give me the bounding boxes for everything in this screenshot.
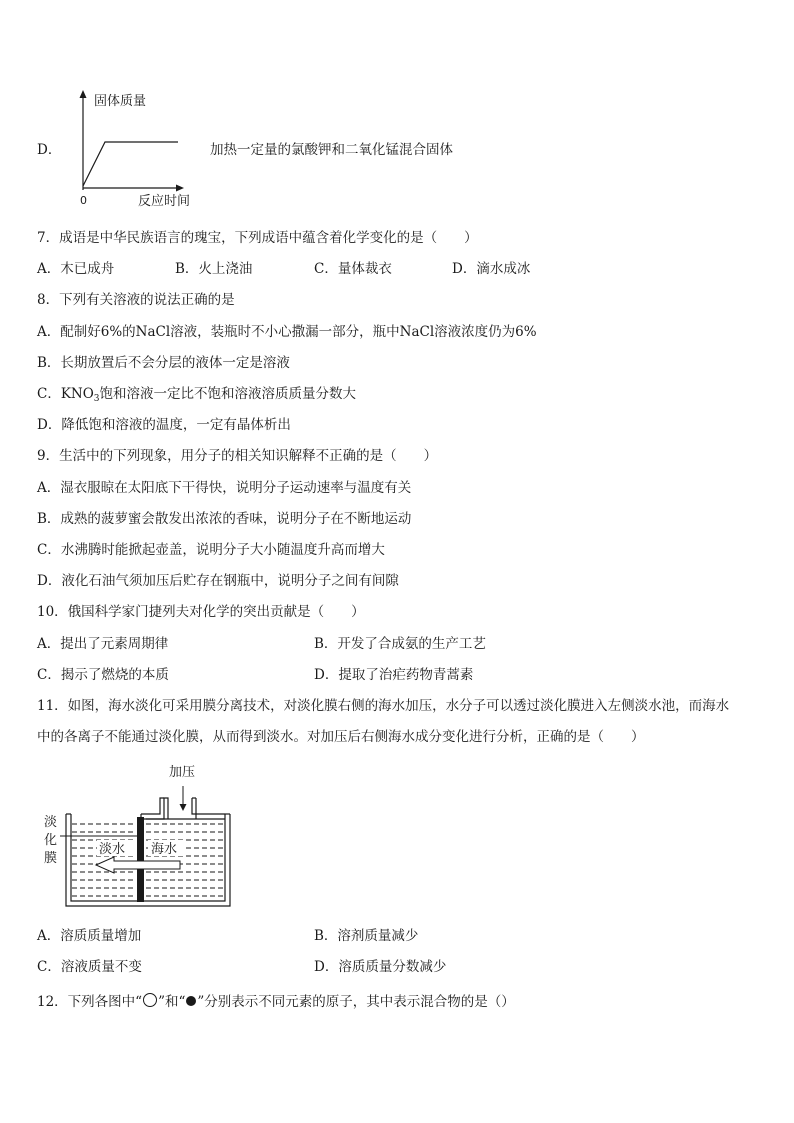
pressure-arrow-icon xyxy=(180,804,187,811)
q9-option-a[interactable]: A．湿衣服晾在太阳底下干得快，说明分子运动速率与温度有关 xyxy=(37,480,412,496)
fresh-water-label: 淡水 xyxy=(99,842,126,857)
open-circle-atom-icon xyxy=(143,993,157,1007)
q6-d-graph xyxy=(70,86,220,210)
fresh-water-lines xyxy=(72,824,136,896)
graph-origin-label: 0 xyxy=(80,194,87,207)
q8-option-c-pre: C．KNO xyxy=(37,386,94,402)
q8-option-c-post: 饱和溶液一定比不饱和溶液溶质质量分数大 xyxy=(99,386,357,402)
filled-circle-atom-icon xyxy=(186,996,196,1006)
q12-stem-mid: ”和“ xyxy=(158,994,186,1010)
y-axis-arrow-icon xyxy=(80,90,87,98)
q10-stem: 10．俄国科学家门捷列夫对化学的突出贡献是（ ） xyxy=(37,604,365,620)
q8-option-c-subscript: 3 xyxy=(93,394,100,404)
q11-option-b[interactable]: B．溶剂质量减少 xyxy=(314,928,419,944)
q11-desalination-diagram xyxy=(40,758,240,912)
q8-option-b[interactable]: B．长期放置后不会分层的液体一定是溶液 xyxy=(37,355,290,371)
q7-option-b[interactable]: B．火上浇油 xyxy=(175,261,253,277)
solid-mass-curve xyxy=(83,142,178,186)
q11-option-a[interactable]: A．溶质质量增加 xyxy=(37,928,142,944)
q9-option-d[interactable]: D．液化石油气须加压后贮存在钢瓶中，说明分子之间有间隙 xyxy=(37,573,399,589)
membrane-bar xyxy=(137,817,144,902)
q11-option-d[interactable]: D．溶质质量分数减少 xyxy=(314,959,447,975)
q10-option-a[interactable]: A．提出了元素周期律 xyxy=(37,636,169,652)
q8-stem: 8．下列有关溶液的说法正确的是 xyxy=(37,292,235,308)
q6-option-d-label: D． xyxy=(37,142,62,158)
pressure-label: 加压 xyxy=(169,765,196,780)
membrane-label-1: 淡 xyxy=(44,815,58,830)
q11-stem-line2: 中的各离子不能通过淡化膜，从而得到淡水。对加压后右侧海水成分变化进行分析，正确的是（ ） xyxy=(37,729,645,745)
membrane-label-2: 化 xyxy=(44,833,58,848)
q11-stem-line1: 11．如图，海水淡化可采用膜分离技术，对淡化膜右侧的海水加压，水分子可以透过淡化膜进入左侧淡水池，而海水 xyxy=(37,698,730,714)
sea-water-label: 海水 xyxy=(151,842,178,857)
q6-d-caption: 加热一定量的氯酸钾和二氧化锰混合固体 xyxy=(210,142,453,158)
q12-stem-pre: 12．下列各图中“ xyxy=(37,994,143,1010)
graph-y-label: 固体质量 xyxy=(94,94,147,109)
sea-water-lines xyxy=(146,824,224,896)
q10-option-b[interactable]: B．开发了合成氨的生产工艺 xyxy=(314,636,486,652)
q10-option-d[interactable]: D．提取了治疟药物青蒿素 xyxy=(314,667,474,683)
x-axis-arrow-icon xyxy=(176,185,184,192)
q7-option-a[interactable]: A．木已成舟 xyxy=(37,261,115,277)
q12-stem xyxy=(37,993,515,1011)
graph-x-label: 反应时间 xyxy=(138,194,191,209)
q9-option-b[interactable]: B．成熟的菠萝蜜会散发出浓浓的香味，说明分子在不断地运动 xyxy=(37,511,412,527)
q9-stem: 9．生活中的下列现象，用分子的相关知识解释不正确的是（ ） xyxy=(37,448,438,464)
q8-option-d[interactable]: D．降低饱和溶液的温度，一定有晶体析出 xyxy=(37,417,291,433)
q7-stem: 7．成语是中华民族语言的瑰宝，下列成语中蕴含着化学变化的是（ ） xyxy=(37,230,478,246)
membrane-label-3: 膜 xyxy=(44,851,58,866)
q10-option-c[interactable]: C．揭示了燃烧的本质 xyxy=(37,667,169,683)
q9-option-c[interactable]: C．水沸腾时能掀起壶盖，说明分子大小随温度升高而增大 xyxy=(37,542,385,558)
q7-option-d[interactable]: D．滴水成冰 xyxy=(452,261,531,277)
q12-stem-post: ”分别表示不同元素的原子，其中表示混合物的是（） xyxy=(197,994,515,1010)
q11-option-c[interactable]: C．溶液质量不变 xyxy=(37,959,142,975)
q7-option-c[interactable]: C．量体裁衣 xyxy=(314,261,392,277)
q8-option-c[interactable] xyxy=(37,385,356,403)
q8-option-a[interactable]: A．配制好6%的NaCl溶液，装瓶时不小心撒漏一部分，瓶中NaCl溶液浓度仍为6% xyxy=(37,324,537,340)
